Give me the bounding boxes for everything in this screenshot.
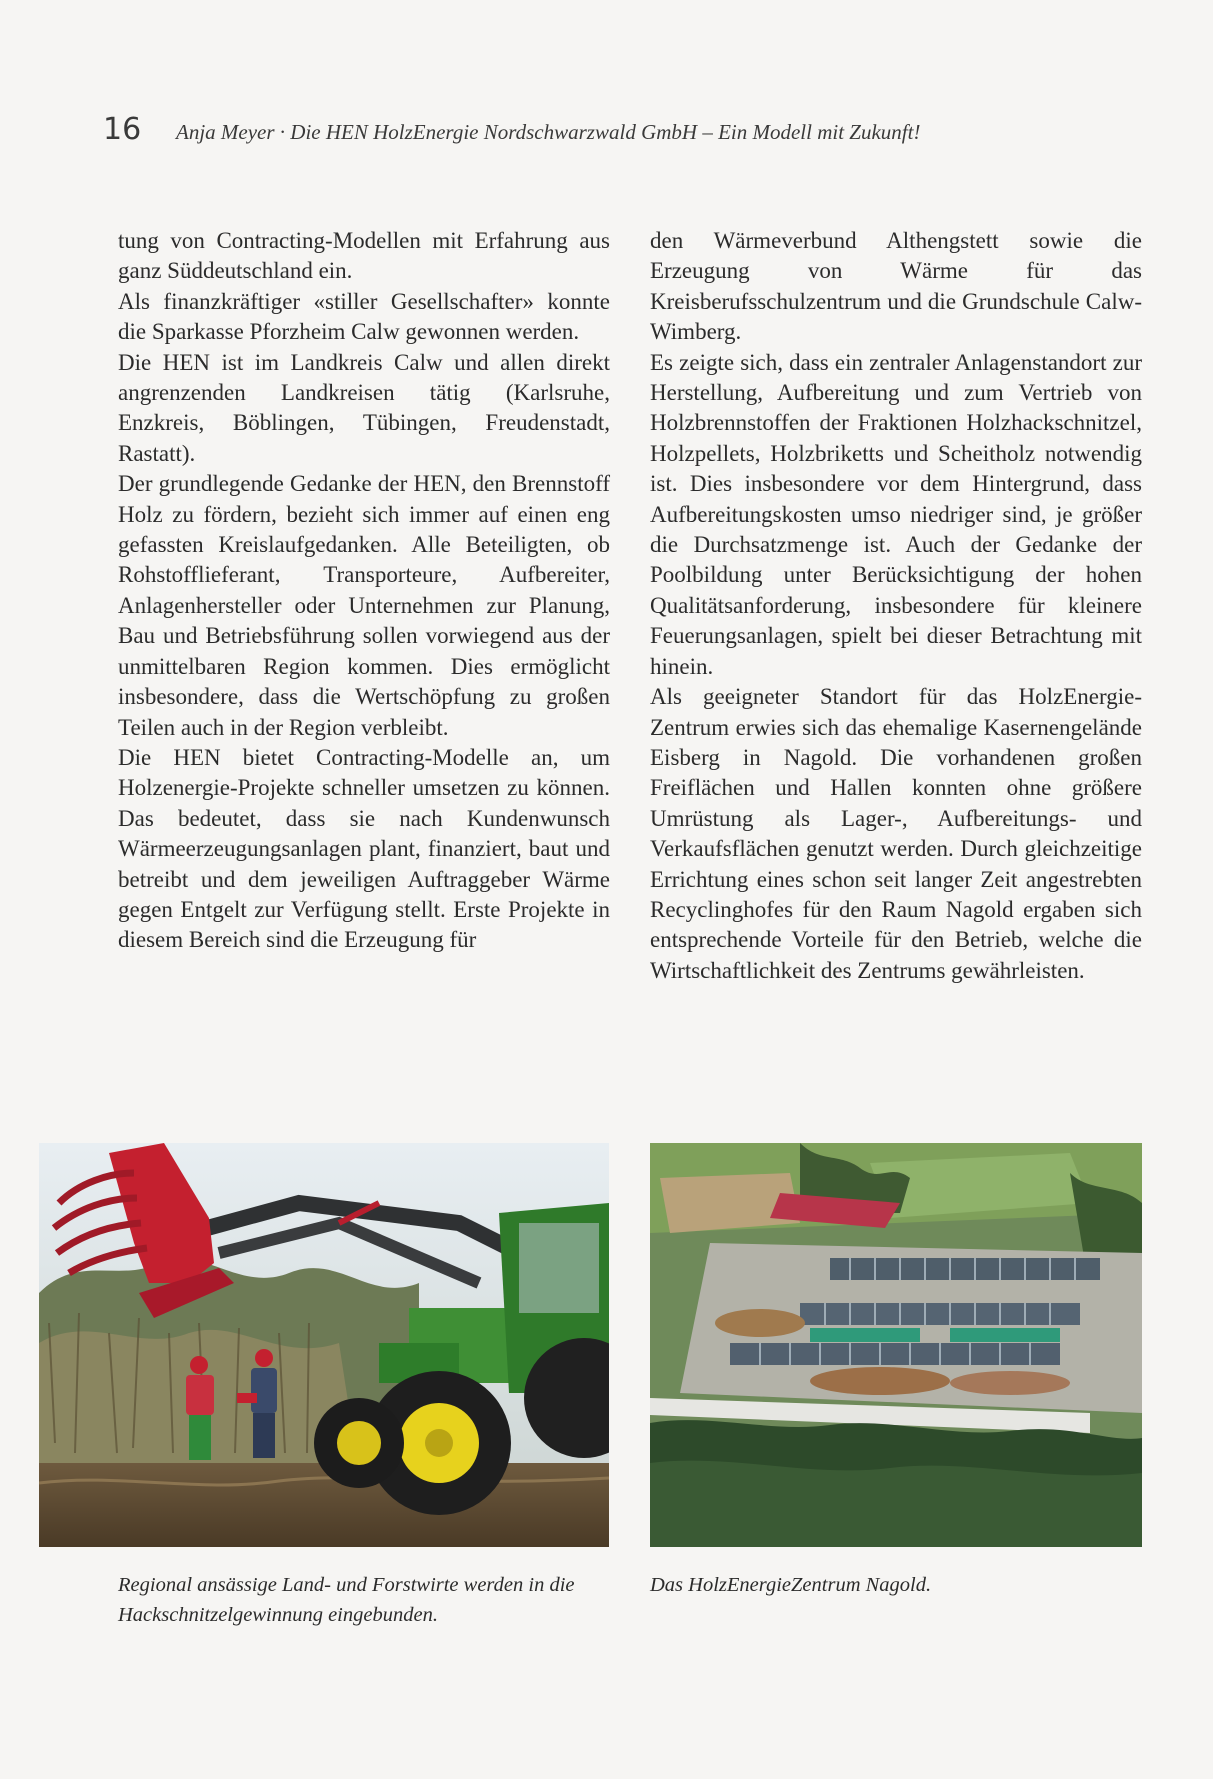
page-header (103, 112, 1103, 147)
running-title: Anja Meyer · Die HEN HolzEnergie Nordschwarzwald GmbH – Ein Modell mit Zukunft! (176, 120, 921, 144)
text-column-left (118, 226, 610, 956)
page-number: 16 (103, 112, 142, 147)
caption-right: Das HolzEnergieZentrum Nagold. (650, 1574, 932, 1596)
tractor-illustration (39, 1143, 609, 1547)
paragraph: den Wärmeverbund Althengstett sowie die Erzeugung von Wärme für das Kreisberufsschulzentrum und die Grundschule Calw-Wimberg. (650, 228, 1142, 345)
paragraph: Es zeigte sich, dass ein zentraler Anlagenstandort zur Herstellung, Aufbereitung und zum Vertrieb von Holzbrennstoffen der Fraktionen Holzhackschnitzel, Holzpellets, Holzbriketts und Scheitholz notwendig ist. Dies insbesondere vor dem Hintergrund, dass Aufbereitungskosten umso niedriger sind, je größer die Durchsatzmenge ist. Auch der Gedanke der Poolbildung unter Berücksichtigung der hohen Qualitätsanforderung, insbesondere für kleinere Feuerungsanlagen, spielt bei dieser Betrachtung mit hinein. (650, 349, 1142, 679)
paragraph: Der grundlegende Gedanke der HEN, den Brennstoff Holz zu fördern, bezieht sich immer auf einen eng gefassten Kreislaufgedanken. Alle Beteiligten, ob Rohstofflieferant, Transporteure, Aufbereiter, Anlagenhersteller oder Unternehmen zur Planung, Bau und Betriebsführung sollen vorwiegend aus der unmittelbaren Region kommen. Dies ermöglicht insbesondere, dass die Wertschöpfung zu großen Teilen auch in der Region verbleibt. (118, 471, 610, 740)
paragraph: Die HEN bietet Contracting-Modelle an, um Holzenergie-Projekte schneller umsetzen zu können. Das bedeutet, dass sie nach Kundenwunsch Wärmeerzeugungsanlagen plant, finanziert, baut und betreibt und dem jeweiligen Auftraggeber Wärme gegen Entgelt zur Verfügung stellt. Erste Projekte in diesem Bereich sind die Erzeugung für (118, 744, 610, 953)
text-column-right (650, 226, 1142, 986)
aerial-photo (650, 1143, 1142, 1547)
paragraph: tung von Contracting-Modellen mit Erfahrung aus ganz Süddeutschland ein. (118, 228, 610, 284)
caption-left: Regional ansässige Land- und Forstwirte werden in die Hackschnitzelgewinnung eingebunden. (118, 1574, 575, 1626)
tractor-photo (39, 1143, 609, 1547)
paragraph: Als geeigneter Standort für das HolzEnergie-Zentrum erwies sich das ehemalige Kasernengelände Eisberg in Nagold. Die vorhandenen großen Freiflächen und Hallen konnten ohne größere Umrüstung als Lager-, Aufbereitungs- und Verkaufsflächen genutzt werden. Durch gleichzeitige Errichtung eines schon seit langer Zeit angestrebten Recyclinghofes für den Raum Nagold ergaben sich entsprechende Vorteile für den Betrieb, welche die Wirtschaftlichkeit des Zentrums gewährleisten. (650, 684, 1142, 983)
paragraph: Die HEN ist im Landkreis Calw und allen direkt angrenzenden Landkreisen tätig (Karlsruhe, Enzkreis, Böblingen, Tübingen, Freudenstadt, Rastatt). (118, 349, 610, 466)
aerial-illustration (650, 1143, 1142, 1547)
paragraph: Als finanzkräftiger «stiller Gesellschafter» konnte die Sparkasse Pforzheim Calw gewonnen werden. (118, 288, 610, 345)
